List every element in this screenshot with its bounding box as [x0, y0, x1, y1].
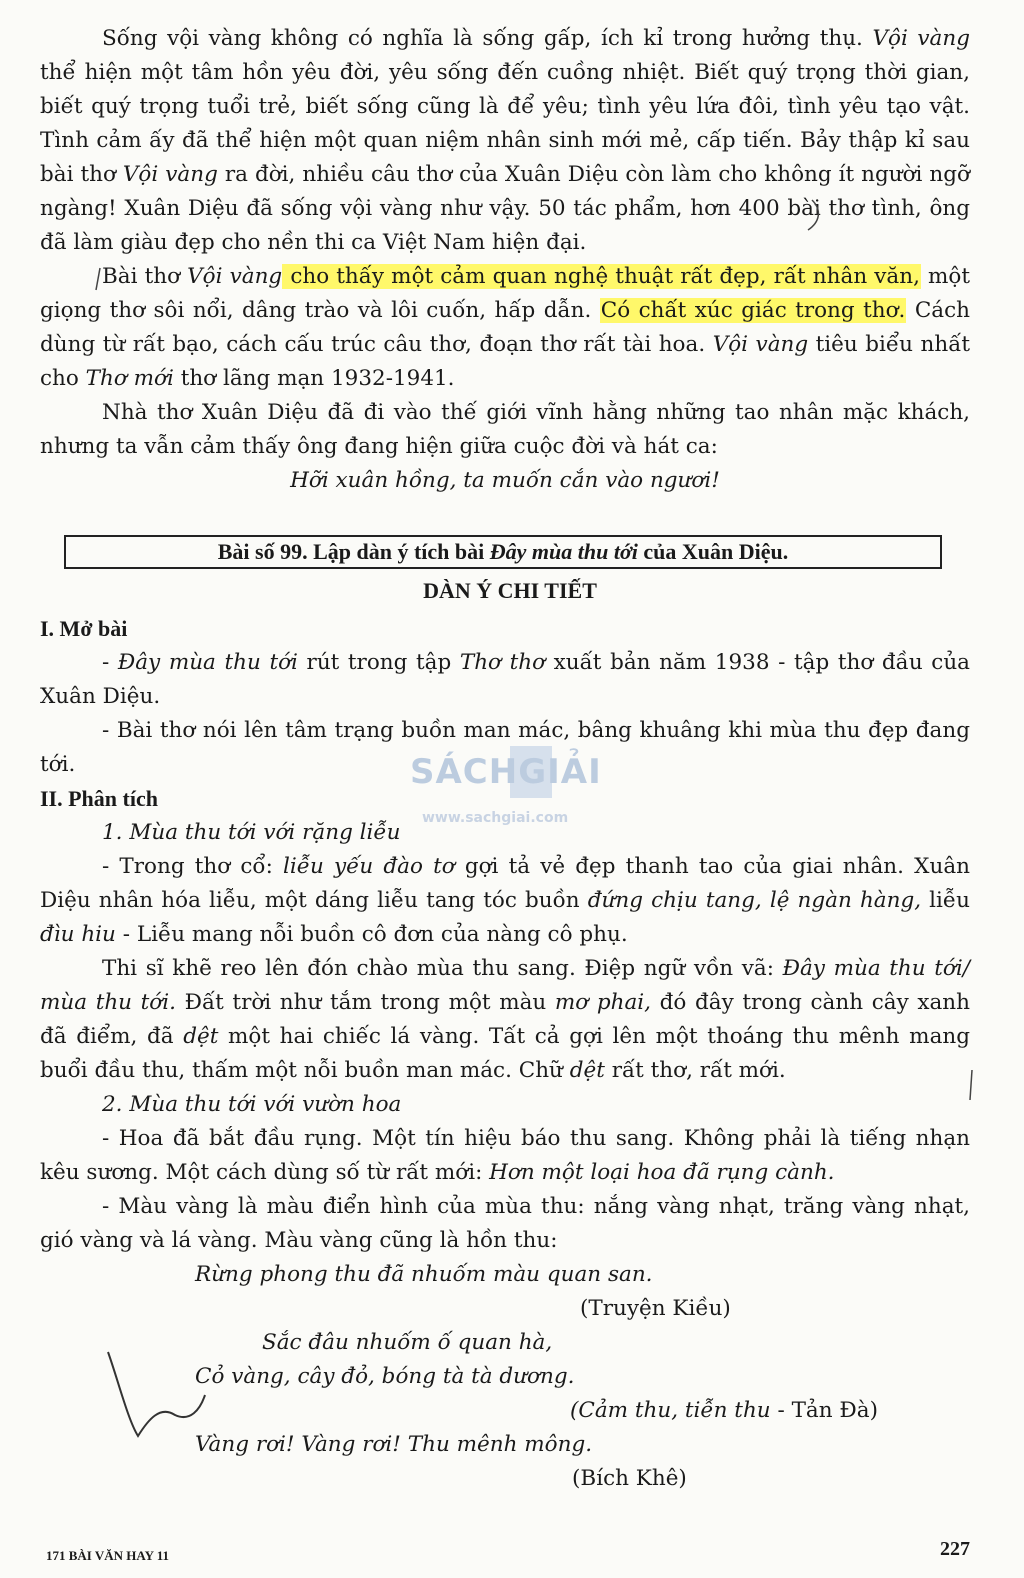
outline-body — [40, 612, 970, 1496]
highlight-2: Có chất xúc giác trong thơ. — [600, 298, 906, 323]
subsection-1-para-2: Thi sĩ khẽ reo lên đón chào mùa thu sang. Điệp ngữ vồn vã: Đây mùa thu tới/ mùa thu tới. Đất trời như tắm trong một màu mơ phai, đó đây trong cành cây xanh đã điểm, đã dệt một hai chiếc lá vàng. Tất cả gợi lên một thoáng thu mênh mang buổi đầu thu, thấm một nỗi buồn man mác. Chữ dệt rất thơ, rất mới. — [40, 956, 970, 1083]
sachgiai-watermark: SÁCHGIẢI www.sachgiai.com — [410, 752, 620, 832]
subsection-1-para-1: - Trong thơ cổ: liễu yếu đào tơ gợi tả vẻ đẹp thanh tao của giai nhân. Xuân Diệu nhân hóa liễu, một dáng liễu tang tóc buồn đứng chịu tang, lệ ngàn hàng, liễu đìu hiu - Liễu mang nỗi buồn cô đơn của nàng cô phụ. — [40, 854, 971, 947]
page-number: 227 — [940, 1538, 970, 1560]
section-analysis-title: II. Phân tích — [40, 786, 158, 811]
subsection-2-title: 2. Mùa thu tới với vườn hoa — [102, 1092, 402, 1117]
highlight-1: cho thấy một cảm quan nghệ thuật rất đẹp, rất nhân văn, — [283, 264, 920, 289]
section-intro-title: I. Mở bài — [40, 616, 128, 641]
intro-bullet-2: - Bài thơ nói lên tâm trạng buồn man mác, bâng khuâng khi mùa thu đẹp đang tới. — [40, 718, 970, 777]
poem-line-2b: Cỏ vàng, cây đỏ, bóng tà tà dương. — [195, 1364, 575, 1389]
exercise-title-box: Bài số 99. Lập dàn ý tích bài Đây mùa thu tới của Xuân Diệu. — [64, 535, 942, 569]
quote-line: Hỡi xuân hồng, ta muốn cắn vào ngươi! — [290, 468, 720, 493]
subsection-2-para-2: - Màu vàng là màu điển hình của mùa thu: nắng vàng nhạt, trăng vàng nhạt, gió vàng và lá vàng. Màu vàng cũng là hồn thu: — [40, 1194, 970, 1253]
poem-source-2: (Cảm thu, tiễn thu - Tản Đà) — [570, 1398, 878, 1423]
subsection-1-title: 1. Mùa thu tới với rặng liễu — [102, 820, 401, 845]
paragraph-3: Nhà thơ Xuân Diệu đã đi vào thế giới vĩnh hằng những tao nhân mặc khách, nhưng ta vẫn cảm thấy ông đang hiện giữa cuộc đời và hát ca: — [40, 400, 970, 459]
book-title-footer: 171 BÀI VĂN HAY 11 — [46, 1548, 170, 1563]
paragraph-2: Bài thơ Vội vàng cho thấy một cảm quan nghệ thuật rất đẹp, rất nhân văn, một giọng thơ sôi nổi, dâng trào và lôi cuốn, hấp dẫn. Có chất xúc giác trong thơ. Cách dùng từ rất bạo, cách cấu trúc câu thơ, đoạn thơ rất tài hoa. Vội vàng tiêu biểu nhất cho Thơ mới thơ lãng mạn 1932-1941. — [40, 264, 971, 391]
poem-line-2a: Sắc đâu nhuốm ố quan hà, — [262, 1330, 553, 1355]
poem-source-1: (Truyện Kiều) — [580, 1296, 731, 1321]
outline-heading: DÀN Ý CHI TIẾT — [423, 578, 597, 603]
top-section — [40, 22, 970, 498]
subsection-2-para-1: - Hoa đã bắt đầu rụng. Một tín hiệu báo thu sang. Không phải là tiếng nhạn kêu sương. Một cách dùng số từ rất mới: Hơn một loại hoa đã rụng cành. — [40, 1126, 970, 1185]
poem-line-1: Rừng phong thu đã nhuốm màu quan san. — [195, 1262, 653, 1287]
poem-source-3: (Bích Khê) — [572, 1466, 687, 1491]
paragraph-1: Sống vội vàng không có nghĩa là sống gấp, ích kỉ trong hưởng thụ. Vội vàng thể hiện một tâm hồn yêu đời, yêu sống đến cuồng nhiệt. Biết quý trọng thời gian, biết quý trọng tuổi trẻ, biết sống cũng là để yêu; tình yêu lứa đôi, tình yêu tạo vật. Tình cảm ấy đã thể hiện một quan niệm nhân sinh mới mẻ, cấp tiến. Bảy thập kỉ sau bài thơ Vội vàng ra đời, nhiều câu thơ của Xuân Diệu còn làm cho không ít người ngỡ ngàng! Xuân Diệu đã sống vội vàng như vậy. 50 tác phẩm, hơn 400 bài thơ tình, ông đã làm giàu đẹp cho nền thi ca Việt Nam hiện đại. — [40, 26, 970, 255]
poem-line-3: Vàng rơi! Vàng rơi! Thu mênh mông. — [195, 1432, 593, 1457]
intro-bullet-1: - Đây mùa thu tới rút trong tập Thơ thơ xuất bản năm 1938 - tập thơ đầu của Xuân Diệu. — [40, 650, 971, 709]
